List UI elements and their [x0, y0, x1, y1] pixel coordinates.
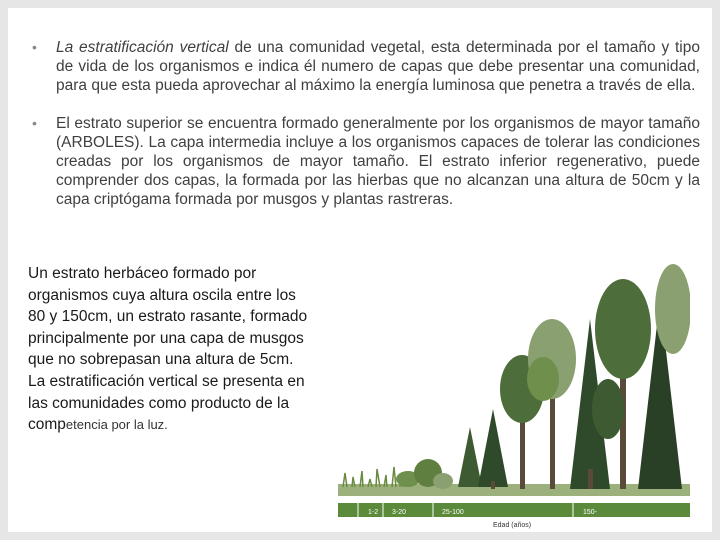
slide — [8, 8, 712, 532]
age-axis-label: Edad (años) — [493, 522, 532, 529]
bullet-list — [26, 38, 700, 228]
bullet-item-strata — [26, 114, 700, 209]
young-trees — [458, 409, 508, 489]
age-label-3: 25-100 — [442, 509, 464, 516]
bullet-text: El estrato superior se encuentra formado generalmente por los organismos de mayor tamaño (ARBOLES). La capa intermedia incluye a los organismos capaces de tolerar las condiciones creadas por los organismos de mayor tamaño. El estrato inferior regenerativo, puede comprender dos capas, la formada por las hierbas que no alcanzan una altura de 50cm y la capa criptógama formada por musgos y plantas rastreras. — [56, 115, 700, 208]
term-estratificacion: La estratificación vertical — [56, 39, 229, 56]
herbaceous-paragraph — [28, 263, 308, 436]
bullet-text: de una comunidad vegetal, esta determinada por el tamaño y tipo de vida de los organismos e indica él numero de capas que debe presentar una comunidad, para que esta pueda aprovechar al máximo la energía luminosa que penetra a través de ella. — [56, 39, 700, 94]
paragraph-main: Un estrato herbáceo formado por organismos cuya altura oscila entre los 80 y 150cm, un estrato rasante, formado principalmente por una capa de musgos que no sobrepasan una altura de 5cm. La estratificación vertical se presenta en las comunidades como producto de la comp — [28, 265, 308, 434]
age-label-1: 1-2 — [368, 509, 379, 516]
age-label-2: 3-20 — [392, 509, 407, 516]
bullet-item-stratification — [26, 38, 700, 95]
bullet-icon: • — [32, 115, 37, 131]
age-scale — [338, 503, 690, 529]
paragraph-tail: etencia por la luz. — [65, 417, 168, 433]
forest-succession-illustration — [338, 259, 690, 529]
shrub-layer — [396, 459, 453, 489]
age-label-4: 150- — [583, 509, 598, 516]
forest-drawing — [338, 259, 690, 529]
bullet-icon: • — [32, 39, 37, 55]
mature-forest — [570, 264, 690, 489]
grass-layer — [338, 467, 690, 496]
mid-trees — [500, 319, 576, 489]
